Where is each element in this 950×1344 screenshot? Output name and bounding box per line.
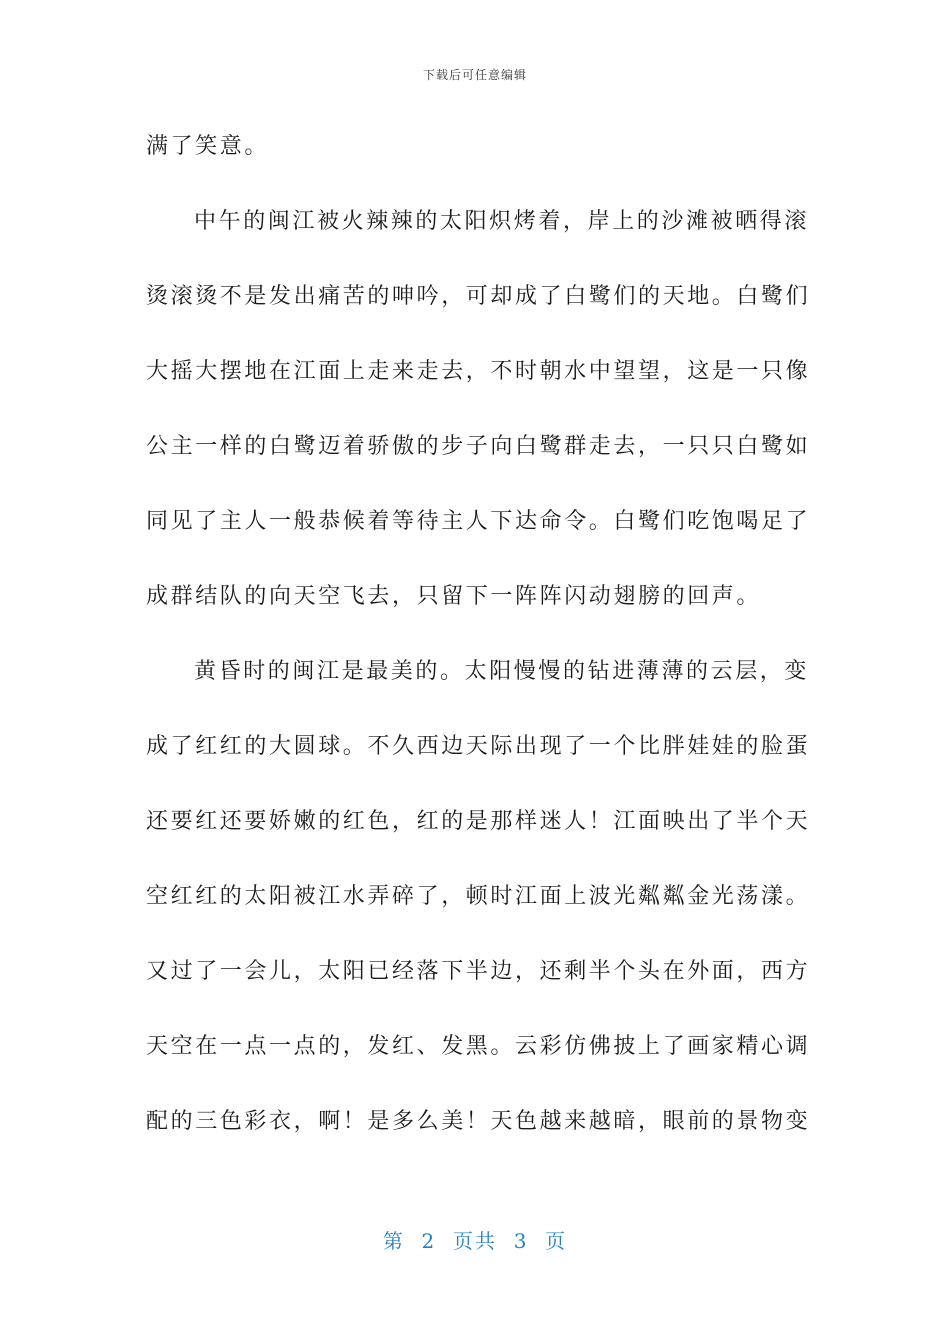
text-line: 大摇大摆地在江面上走来走去，不时朝水中望望，这是一只像	[146, 359, 811, 384]
text-line: 成群结队的向天空飞去，只留下一阵阵闪动翅膀的回声。	[146, 584, 762, 609]
text-line: 同见了主人一般恭候着等待主人下达命令。白鹭们吃饱喝足了	[146, 509, 811, 534]
text-line: 配的三色彩衣，啊！是多么美！天色越来越暗，眼前的景物变	[146, 1109, 811, 1134]
paragraph-first-line: 黄昏时的闽江是最美的。太阳慢慢的钻进薄薄的云层，变	[194, 659, 810, 684]
text-line: 空红红的太阳被江水弄碎了，顿时江面上波光粼粼金光荡漾。	[146, 884, 811, 909]
text-line: 又过了一会儿，太阳已经落下半边，还剩半个头在外面，西方	[146, 959, 811, 984]
text-line: 成了红红的大圆球。不久西边天际出现了一个比胖娃娃的脸蛋	[146, 734, 811, 759]
text-line: 公主一样的白鹭迈着骄傲的步子向白鹭群走去，一只只白鹭如	[146, 434, 811, 459]
paragraph-first-line: 中午的闽江被火辣辣的太阳炽烤着，岸上的沙滩被晒得滚	[194, 209, 810, 234]
page-header: 下载后可任意编辑	[422, 68, 527, 82]
text-line: 满了笑意。	[146, 134, 270, 159]
page-number-footer: 第 2 页共 3 页	[382, 1229, 568, 1253]
text-line: 天空在一点一点的，发红、发黑。云彩仿佛披上了画家精心调	[146, 1034, 811, 1059]
document-body	[146, 125, 811, 1175]
text-line: 还要红还要娇嫩的红色，红的是那样迷人！江面映出了半个天	[146, 809, 811, 834]
text-line: 烫滚烫不是发出痛苦的呻吟，可却成了白鹭们的天地。白鹭们	[146, 284, 811, 309]
